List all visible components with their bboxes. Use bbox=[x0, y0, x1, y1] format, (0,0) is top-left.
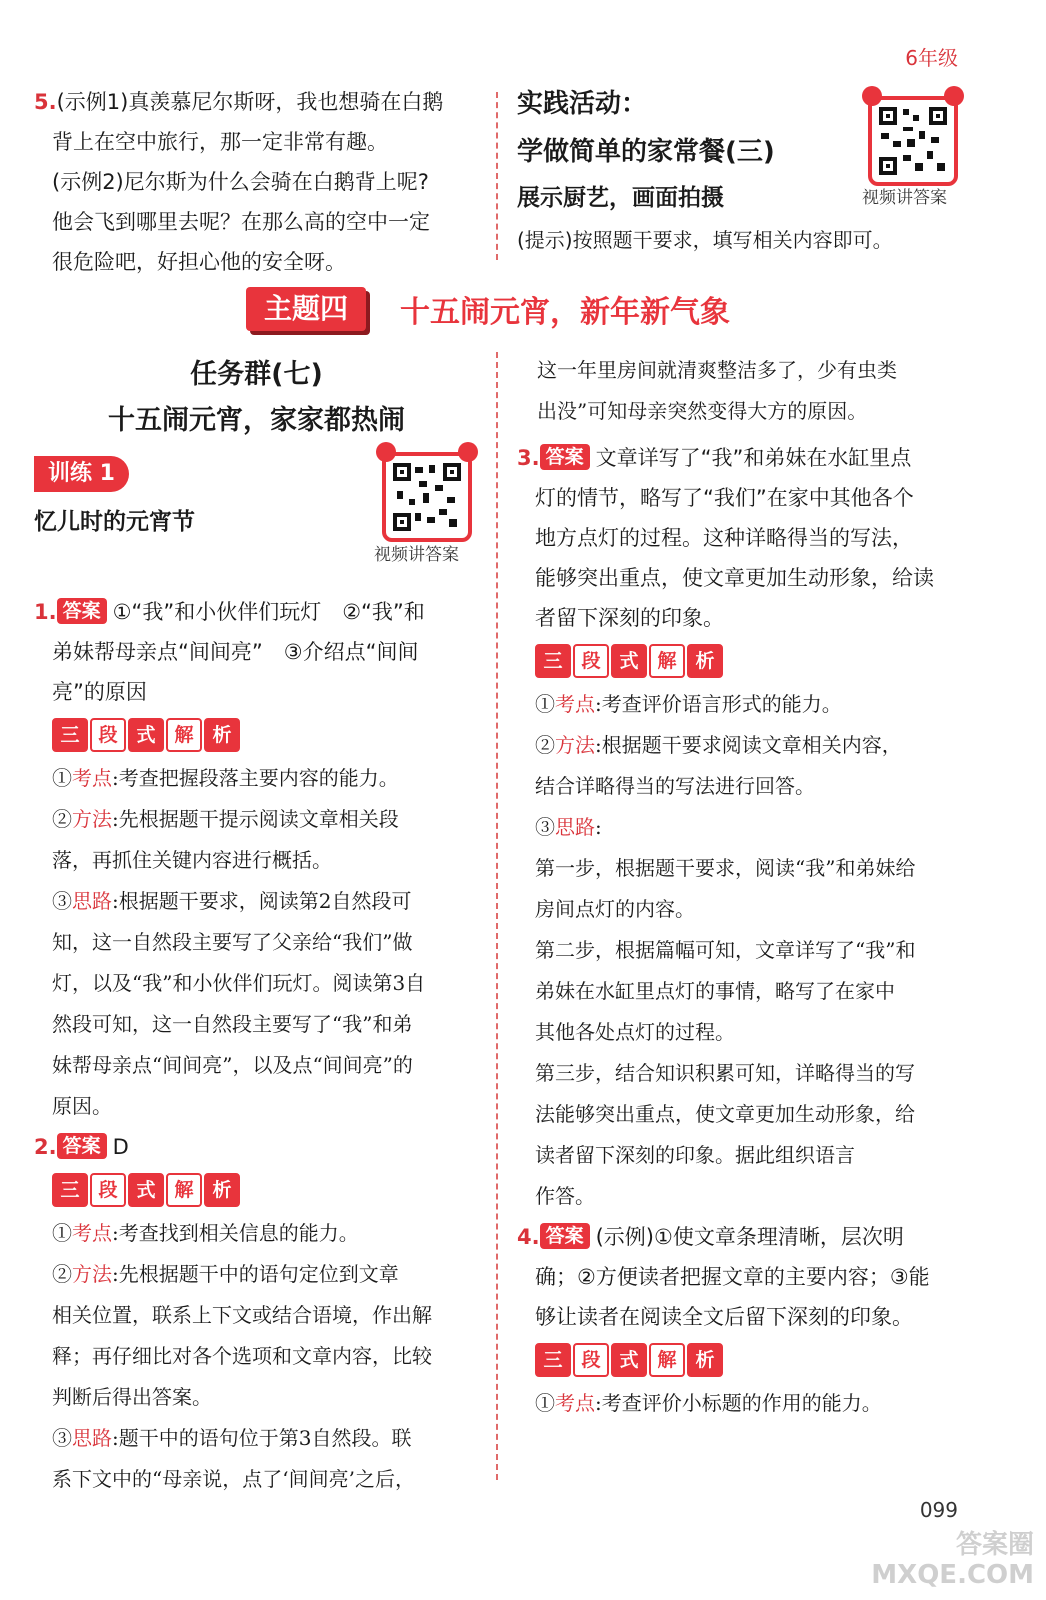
q5-line4: 他会飞到哪里去呢？在那么高的空中一定 bbox=[52, 210, 430, 234]
q2-answer: D bbox=[112, 1135, 129, 1159]
analysis-char: 解 bbox=[649, 644, 685, 678]
q2-thinking-4: 出没”可知母亲突然变得大方的原因。 bbox=[537, 399, 868, 423]
analysis-char: 式 bbox=[128, 1173, 164, 1207]
q3-thinking-7: 法能够突出重点，使文章更加生动形象，给 bbox=[535, 1102, 915, 1126]
q2-method-1: 先根据题干中的语句定位到文章 bbox=[118, 1262, 399, 1286]
qr-code-top[interactable] bbox=[868, 96, 958, 186]
silu-label: 思路 bbox=[72, 889, 112, 913]
q3-analysis: ①考点:考查评价语言形式的能力。 ②方法:根据题干要求阅读文章相关内容， 结合详略得当的写法进行回答。 ③思路: 第一步，根据题干要求，阅读“我”和弟妹给 房间点灯的内容。 第二步，根据篇幅可知，文章详写了“我”和 弟妹在水缸里点灯的事情，略写了在家中 其他各处点灯的过程。 第三步，结合知识积累可知，详略得当的写 法能够突出重点，使文章更加生动形象，给 读者留下深刻的印象。据此组织语言 作答。 bbox=[517, 684, 962, 1217]
page-number: 099 bbox=[919, 1498, 958, 1522]
q2-number: 2. bbox=[34, 1135, 57, 1159]
analysis-char: 式 bbox=[611, 1343, 647, 1377]
analysis-badge bbox=[517, 1343, 723, 1377]
practice-title1: 实践活动： bbox=[517, 89, 648, 119]
q5-line5: 很危险吧，好担心他的安全呀。 bbox=[52, 250, 346, 274]
watermark-line1: 答案圈 bbox=[955, 1530, 1034, 1560]
analysis-char: 解 bbox=[649, 1343, 685, 1377]
q3-thinking-3: 第二步，根据篇幅可知，文章详写了“我”和 bbox=[535, 938, 916, 962]
q2-kaodian: 考查找到相关信息的能力。 bbox=[118, 1221, 359, 1245]
analysis-char: 三 bbox=[535, 1343, 571, 1377]
q4-answer-line1: (示例)①使文章条理清晰，层次明 bbox=[595, 1225, 904, 1249]
q3-thinking-1: 第一步，根据题干要求，阅读“我”和弟妹给 bbox=[535, 856, 916, 880]
practice-subtitle: 展示厨艺，画面拍摄 bbox=[517, 184, 724, 211]
practice-hint: (提示)按照题干要求，填写相关内容即可。 bbox=[517, 228, 893, 252]
fangfa-label: 方法 bbox=[72, 1262, 112, 1286]
q2-method-4: 判断后得出答案。 bbox=[52, 1385, 212, 1409]
kaodian-label: 考点 bbox=[72, 766, 112, 790]
analysis-badge bbox=[34, 1173, 240, 1207]
analysis-char: 析 bbox=[687, 644, 723, 678]
q2-thinking-2: 系下文中的“母亲说，点了‘间间亮’之后， bbox=[52, 1467, 415, 1491]
silu-label: 思路 bbox=[555, 815, 595, 839]
q3-method-2: 结合详略得当的写法进行回答。 bbox=[535, 774, 815, 798]
analysis-badge bbox=[517, 644, 723, 678]
analysis-char: 解 bbox=[166, 1173, 202, 1207]
analysis-char: 析 bbox=[204, 718, 240, 752]
q1-method-2: 落，再抓住关键内容进行概括。 bbox=[52, 848, 332, 872]
watermark-line2: MXQE.COM bbox=[871, 1560, 1034, 1590]
q3-answer-line3: 地方点灯的过程。这种详略得当的写法， bbox=[535, 526, 913, 550]
analysis-char: 段 bbox=[90, 1173, 126, 1207]
theme-tag: 主题四 bbox=[246, 287, 366, 331]
top-divider bbox=[496, 92, 498, 260]
theme-title: 十五闹元宵，新年新气象 bbox=[400, 295, 731, 330]
task-subtitle: 十五闹元宵，家家都热闹 bbox=[108, 405, 405, 436]
answer-badge: 答案 bbox=[57, 1133, 107, 1159]
q2-method-2: 相关位置，联系上下文或结合语境，作出解 bbox=[52, 1303, 432, 1327]
kaodian-label: 考点 bbox=[555, 692, 595, 716]
q3-thinking-8: 读者留下深刻的印象。据此组织语言 bbox=[535, 1143, 855, 1167]
analysis-char: 析 bbox=[687, 1343, 723, 1377]
qr-pattern-icon bbox=[879, 107, 947, 175]
q4-answer-line3: 够让读者在阅读全文后留下深刻的印象。 bbox=[535, 1305, 913, 1329]
q2-thinking-1: 题干中的语句位于第3自然段。联 bbox=[118, 1426, 412, 1450]
practice-title2: 学做简单的家常餐(三) bbox=[517, 137, 775, 167]
q2-method-3: 释；再仔细比对各个选项和文章内容，比较 bbox=[52, 1344, 432, 1368]
q1-thinking-5: 妹帮母亲点“间间亮”，以及点“间间亮”的 bbox=[52, 1053, 413, 1077]
article-title: 忆儿时的元宵节 bbox=[34, 508, 195, 535]
fangfa-label: 方法 bbox=[555, 733, 595, 757]
qr-caption-training: 视频讲答案 bbox=[374, 545, 459, 565]
q4-number: 4. bbox=[517, 1225, 540, 1249]
q1-thinking-1: 根据题干要求，阅读第2自然段可 bbox=[118, 889, 412, 913]
q1-thinking-3: 灯，以及“我”和小伙伴们玩灯。阅读第3自 bbox=[52, 971, 426, 995]
q3-thinking-2: 房间点灯的内容。 bbox=[535, 897, 695, 921]
q2-thinking-3: 这一年里房间就清爽整洁多了，少有虫类 bbox=[537, 358, 897, 382]
q1-answer-line1: ①“我”和小伙伴们玩灯 ②“我”和 bbox=[112, 600, 425, 624]
q4-kaodian: 考查评价小标题的作用的能力。 bbox=[601, 1391, 882, 1415]
q1-method-1: 先根据题干提示阅读文章相关段 bbox=[118, 807, 399, 831]
watermark bbox=[871, 1530, 1034, 1590]
analysis-char: 三 bbox=[52, 718, 88, 752]
grade-label: 6年级 bbox=[905, 46, 958, 70]
main-divider bbox=[496, 352, 498, 1480]
qr-pattern-icon bbox=[393, 463, 461, 531]
training-tag: 训练 1 bbox=[34, 456, 129, 492]
q2-thinking-continued bbox=[517, 350, 962, 432]
q4-analysis: ①考点:考查评价小标题的作用的能力。 bbox=[535, 1391, 882, 1415]
q3-number: 3. bbox=[517, 446, 540, 470]
answer-badge: 答案 bbox=[57, 598, 107, 624]
kaodian-label: 考点 bbox=[555, 1391, 595, 1415]
q3-kaodian: 考查评价语言形式的能力。 bbox=[601, 692, 842, 716]
analysis-char: 析 bbox=[204, 1173, 240, 1207]
q4-answer-line2: 确；②方便读者把握文章的主要内容；③能 bbox=[535, 1265, 930, 1289]
qr-code-training[interactable] bbox=[382, 452, 472, 542]
theme-banner bbox=[246, 285, 730, 333]
q3-thinking-4: 弟妹在水缸里点灯的事情，略写了在家中 bbox=[535, 979, 895, 1003]
q1-thinking-6: 原因。 bbox=[52, 1094, 112, 1118]
q3-method-1: 根据题干要求阅读文章相关内容， bbox=[601, 733, 902, 757]
kaodian-label: 考点 bbox=[72, 1221, 112, 1245]
q1-answer-line3: 亮”的原因 bbox=[52, 680, 147, 704]
analysis-char: 式 bbox=[611, 644, 647, 678]
q3-answer-line2: 灯的情节，略写了“我们”在家中其他各个 bbox=[535, 486, 914, 510]
q3-answer-line4: 能够突出重点，使文章更加生动形象，给读 bbox=[535, 566, 934, 590]
q1-kaodian: 考查把握段落主要内容的能力。 bbox=[118, 766, 399, 790]
qr-caption-top: 视频讲答案 bbox=[862, 188, 947, 208]
q3-thinking-9: 作答。 bbox=[535, 1184, 595, 1208]
q3-answer-line5: 者留下深刻的印象。 bbox=[535, 606, 724, 630]
silu-label: 思路 bbox=[72, 1426, 112, 1450]
task-title: 任务群(七) bbox=[190, 359, 323, 390]
answer-badge: 答案 bbox=[540, 1223, 590, 1249]
analysis-badge bbox=[34, 718, 240, 752]
q5-number: 5. bbox=[34, 90, 57, 114]
analysis-char: 三 bbox=[535, 644, 571, 678]
top-left-answer bbox=[34, 82, 479, 282]
q1-analysis: ①考点:考查把握段落主要内容的能力。 ②方法:先根据题干提示阅读文章相关段 落，再抓住关键内容进行概括。 ③思路:根据题干要求，阅读第2自然段可 知，这一自然段主要写了父亲给“我们”做 灯，以及“我”和小伙伴们玩灯。阅读第3自 然段可知，这一自然段主要写了“我”和弟 妹帮母亲点“间间亮”，以及点“间间亮”的 原因。 bbox=[34, 758, 479, 1127]
analysis-char: 三 bbox=[52, 1173, 88, 1207]
q3-thinking-5: 其他各处点灯的过程。 bbox=[535, 1020, 735, 1044]
q1-answer-line2: 弟妹帮母亲点“间间亮” ③介绍点“间间 bbox=[52, 640, 419, 664]
q1-thinking-2: 知，这一自然段主要写了父亲给“我们”做 bbox=[52, 930, 413, 954]
fangfa-label: 方法 bbox=[72, 807, 112, 831]
q3-thinking-6: 第三步，结合知识积累可知，详略得当的写 bbox=[535, 1061, 915, 1085]
answer-badge: 答案 bbox=[540, 444, 590, 470]
q5-line2: 背上在空中旅行，那一定非常有趣。 bbox=[52, 130, 388, 154]
analysis-char: 段 bbox=[573, 644, 609, 678]
analysis-char: 段 bbox=[573, 1343, 609, 1377]
q1-thinking-4: 然段可知，这一自然段主要写了“我”和弟 bbox=[52, 1012, 413, 1036]
q1-number: 1. bbox=[34, 600, 57, 624]
analysis-char: 段 bbox=[90, 718, 126, 752]
q3-answer-line1: 文章详写了“我”和弟妹在水缸里点 bbox=[595, 446, 912, 470]
analysis-char: 式 bbox=[128, 718, 164, 752]
q2-analysis: ①考点:考查找到相关信息的能力。 ②方法:先根据题干中的语句定位到文章 相关位置，联系上下文或结合语境，作出解 释；再仔细比对各个选项和文章内容，比较 判断后得出答案。 ③思路:题干中的语句位于第3自然段。联 系下文中的“母亲说，点了‘间间亮’之后， bbox=[34, 1213, 479, 1500]
analysis-char: 解 bbox=[166, 718, 202, 752]
q5-line1: (示例1)真羡慕尼尔斯呀，我也想骑在白鹅 bbox=[56, 90, 444, 114]
right-column bbox=[517, 350, 962, 1424]
q5-line3: (示例2)尼尔斯为什么会骑在白鹅背上呢? bbox=[52, 170, 429, 194]
